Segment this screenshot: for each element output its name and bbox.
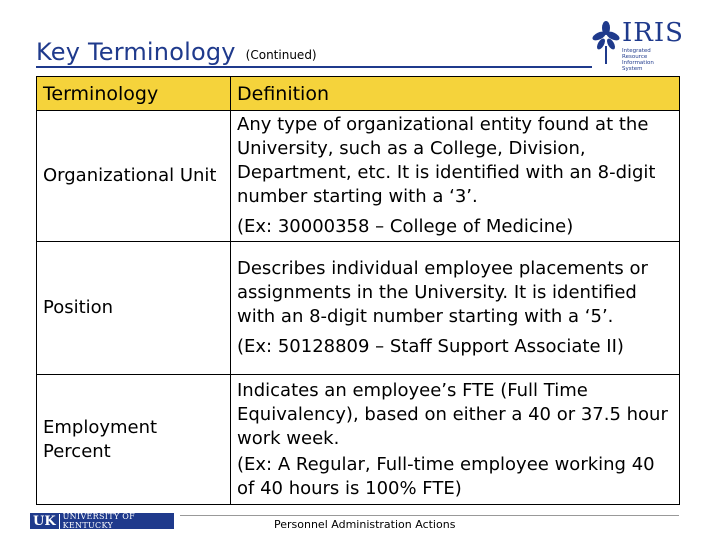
uk-name: UNIVERSITY OF KENTUCKY xyxy=(62,512,135,530)
flower-icon xyxy=(592,20,620,66)
table-row xyxy=(37,242,680,375)
slide-title xyxy=(36,34,317,66)
term-cell: Employment Percent xyxy=(37,375,231,505)
footer-divider xyxy=(180,515,679,516)
column-header-terminology: Terminology xyxy=(37,77,231,111)
title-subtitle: (Continued) xyxy=(245,48,317,62)
terminology-table xyxy=(36,76,680,505)
logo-name: IRIS xyxy=(622,18,684,48)
definition-text: Describes individual employee placements or assignments in the University. It is identified with an 8-digit number starting with a ‘5’. xyxy=(237,258,648,327)
definition-example: (Ex: 50128809 – Staff Support Associate II) xyxy=(237,336,624,357)
definition-cell xyxy=(231,242,680,375)
logo-tagline: Integrated Resource Information System xyxy=(622,48,654,72)
iris-logo xyxy=(592,18,684,72)
definition-text: Indicates an employee’s FTE (Full Time Equivalency), based on either a 40 or 37.5 hour work week. xyxy=(237,379,668,449)
table-row xyxy=(37,111,680,242)
title-text: Key Terminology xyxy=(36,38,236,66)
title-underline xyxy=(36,66,592,68)
column-header-definition: Definition xyxy=(231,77,680,111)
footer-text: Personnel Administration Actions xyxy=(274,518,456,531)
definition-cell xyxy=(231,375,680,505)
definition-text: Any type of organizational entity found at the University, such as a College, Division, Department, etc. It is identified with an 8-digit number starting with a ‘3’. xyxy=(237,114,656,207)
table-row xyxy=(37,375,680,505)
definition-example: (Ex: 30000358 – College of Medicine) xyxy=(237,216,574,237)
table-header-row xyxy=(37,77,680,111)
term-cell: Position xyxy=(37,242,231,375)
uk-logo xyxy=(30,513,174,529)
definition-example: (Ex: A Regular, Full-time employee working 40 of 40 hours is 100% FTE) xyxy=(237,453,655,499)
definition-cell xyxy=(231,111,680,242)
uk-mark: UK xyxy=(30,514,60,529)
term-cell: Organizational Unit xyxy=(37,111,231,242)
